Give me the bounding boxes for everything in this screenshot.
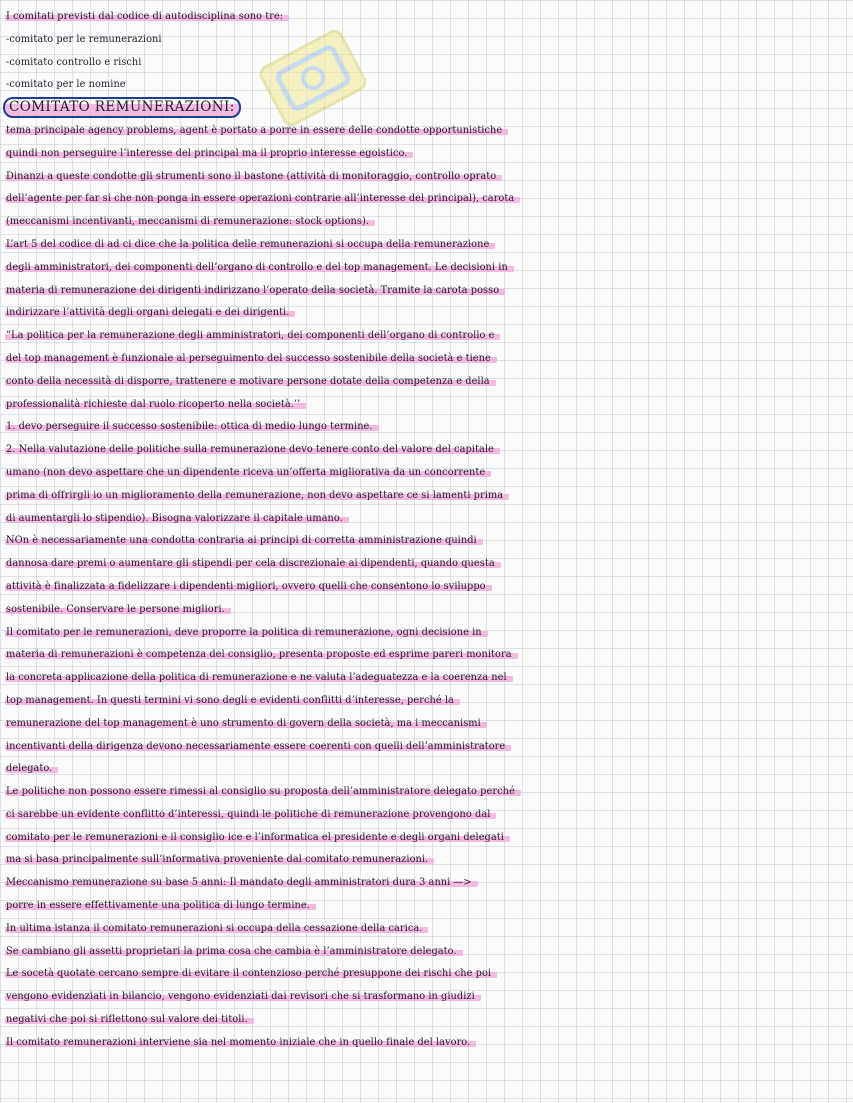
note-line: Dinanzi a queste condotte gli strumenti sono il bastone (attività di monitoraggio, controllo oprato: [5, 166, 850, 189]
note-line: vengono evidenziati in bilancio, vengono evidenziati dai revisori che si trasformano in giudizi: [5, 986, 850, 1009]
note-line: Il comitato remunerazioni interviene sia nel momento iniziale che in quello finale del lavoro.: [5, 1032, 850, 1055]
note-line: comitato per le remunerazioni e il consiglio ice e l’informatica el presidente e degli organi delegati: [5, 827, 850, 850]
note-line: Se cambiano gli assetti proprietari la prima cosa che cambia è l’amministratore delegato.: [5, 941, 850, 964]
note-line: degli amministratori, dei componenti dell’organo di controllo e del top management. Le decisioni in: [5, 257, 850, 280]
handwritten-notes: [5, 6, 850, 1055]
body-lines: [5, 120, 850, 1055]
section-heading-line: [5, 97, 850, 120]
note-line: prima di offrirgli io un miglioramento della remunerazione, non devo aspettare ce si lamenti prima: [5, 485, 850, 508]
note-line: del top management è funzionale al perseguimento del successo sostenibile della società e tiene: [5, 348, 850, 371]
note-line: NOn è necessariamente una condotta contraria ai principi di corretta amministrazione quindi: [5, 530, 850, 553]
note-line: materia di remunerazioni è competenza del consiglio, presenta proposte ed esprime pareri monitora: [5, 644, 850, 667]
note-line: L’art 5 del codice di ad ci dice che la politica delle remunerazioni si occupa della remunerazione: [5, 234, 850, 257]
note-line: ma si basa principalmente sull’informativa proveniente dal comitato remunerazioni.: [5, 849, 850, 872]
note-line: Le politiche non possono essere rimessi al consiglio su proposta dell’amministratore delegato perché: [5, 781, 850, 804]
note-line: top management. In questi termini vi sono degli e evidenti conflitti d’interesse, perché la: [5, 690, 850, 713]
note-line: tema principale agency problems, agent è portato a porre in essere delle condotte opportunistiche: [5, 120, 850, 143]
note-line: -comitato per le remunerazioni: [6, 33, 162, 45]
note-line: negativi che poi si riflettono sul valore dei titoli.: [5, 1009, 850, 1032]
note-line: la concreta applicazione della politica di remunerazione e ne valuta l’adeguatezza e la coerenza nel: [5, 667, 850, 690]
note-line: dannosa dare premi o aumentare gli stipendi per cela discrezionale ai dipendenti, quando questa: [5, 553, 850, 576]
note-line: di aumentargli lo stipendio). Bisogna valorizzare il capitale umano.: [5, 508, 850, 531]
note-line: porre in essere effettivamente una politica di lungo termine.: [5, 895, 850, 918]
note-line: ci sarebbe un evidente conflitto d’interessi, quindi le politiche di remunerazione provengono dal: [5, 804, 850, 827]
note-line: 1. devo perseguire il successo sostenibile: ottica di medio lungo termine.: [5, 416, 850, 439]
note-line: I comitati previsti dal codice di autodisciplina sono tre:: [5, 6, 850, 29]
note-line: delegato.: [5, 758, 850, 781]
note-line: attività è finalizzata a fidelizzare i dipendenti migliori, ovvero quelli che consentono lo sviluppo: [5, 576, 850, 599]
note-line: Meccanismo remunerazione su base 5 anni: Il mandato degli amministratori dura 3 anni —>: [5, 872, 850, 895]
section-heading: COMITATO REMUNERAZIONI:: [3, 97, 241, 118]
note-line: quindi non perseguire l’interesse del principal ma il proprio interesse egoistico.: [5, 143, 850, 166]
note-line: conto della necessità di disporre, trattenere e motivare persone dotate della competenza e della: [5, 371, 850, 394]
note-line: Le socetà quotate cercano sempre di evitare il contenzioso perché presuppone dei rischi che poi: [5, 963, 850, 986]
note-line: professionalità richieste dal ruolo ricoperto nella società.’’: [5, 394, 850, 417]
note-line: umano (non devo aspettare che un dipendente riceva un’offerta migliorativa da un concorrente: [5, 462, 850, 485]
note-line: remunerazione del top management è uno strumento di govern della società, ma i meccanismi: [5, 713, 850, 736]
note-line: 2. Nella valutazione delle politiche sulla remunerazione devo tenere conto del valore del capitale: [5, 439, 850, 462]
note-line: sostenibile. Conservare le persone migliori.: [5, 599, 850, 622]
note-line: dell’agente per far si che non ponga in essere operazioni contrarie all’interesse del principal), carota: [5, 188, 850, 211]
note-line: indirizzare l’attività degli organi delegati e dei dirigenti.: [5, 302, 850, 325]
note-line: -comitato per le nomine: [6, 79, 126, 91]
note-line: (meccanismi incentivanti, meccanismi di remunerazione: stock options).: [5, 211, 850, 234]
note-line: In ultima istanza il comitato remunerazioni si occupa della cessazione della carica.: [5, 918, 850, 941]
note-line: incentivanti della dirigenza devono necessariamente essere coerenti con quelli dell’amministratore: [5, 736, 850, 759]
note-line: materia di remunerazione dei dirigenti indirizzano l’operato della società. Tramite la carota posso: [5, 280, 850, 303]
note-line: -comitato controllo e rischi: [6, 56, 142, 68]
note-line: ”La politica per la remunerazione degli amministratori, dei componenti dell’organo di controllo e: [5, 325, 850, 348]
note-line: Il comitato per le remunerazioni, deve proporre la politica di remunerazione, ogni decisione in: [5, 622, 850, 645]
